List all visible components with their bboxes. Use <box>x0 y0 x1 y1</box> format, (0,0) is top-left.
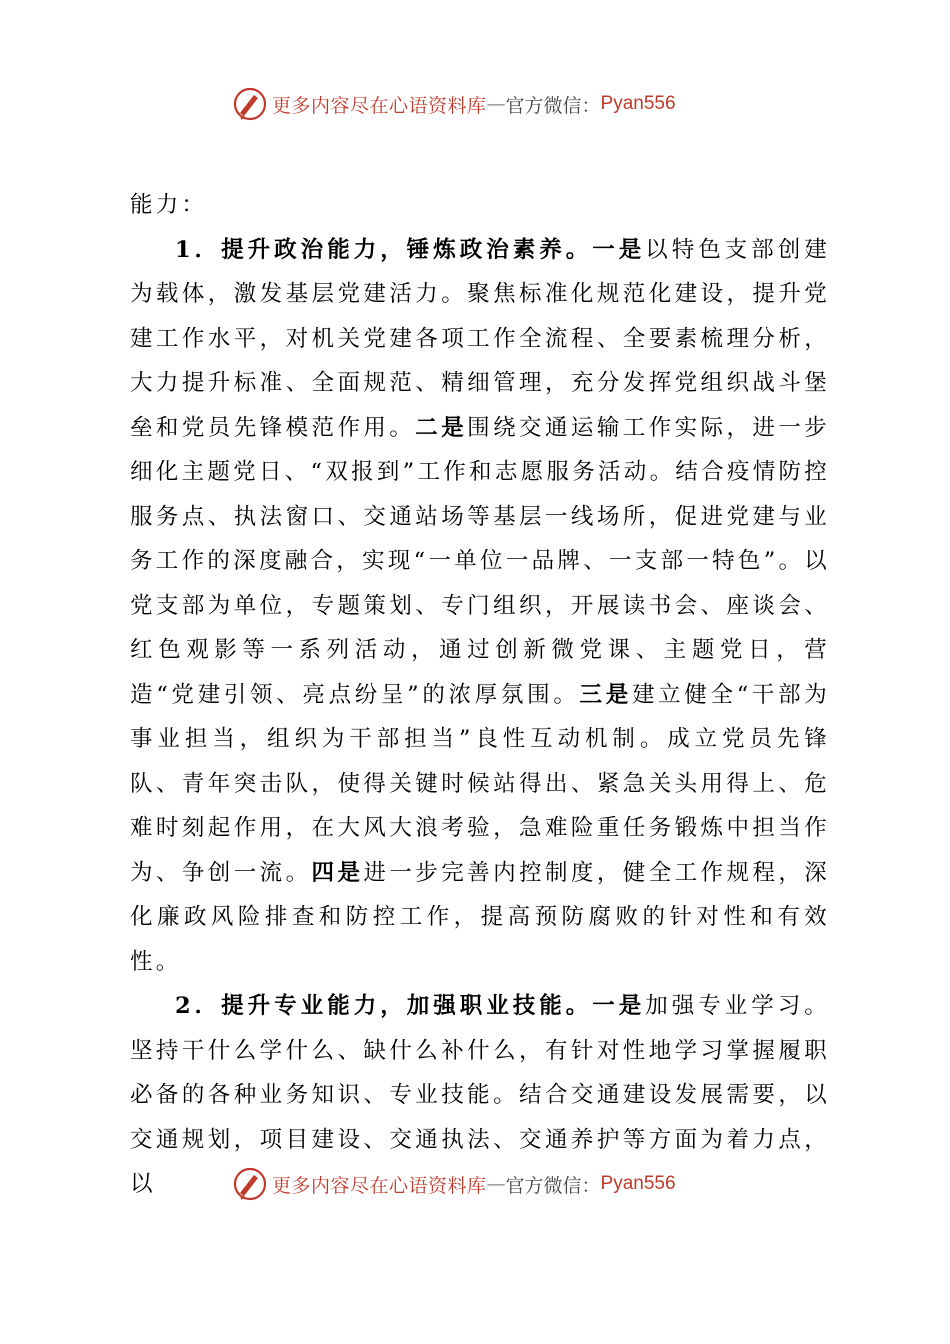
banner-dash: — <box>486 93 506 115</box>
text-segment: 加强专业学习。坚持干什么学什么、缺什么补什么，有针对性地学习掌握履职必备的各种业务知识、专业技能。结合交通建设发展需要，以交通规划，项目建设、交通执法、交通养护等方面为着力点，以 <box>130 993 830 1197</box>
document-body <box>130 183 830 1207</box>
text-segment: 进一步完善内控制度，健全工作规程，深化廉政风险排查和防控工作，提高预防腐败的针对性和有效性。 <box>130 859 830 975</box>
bold-segment: 一是 <box>592 236 646 263</box>
text-segment: 建立健全“干部为事业担当，组织为干部担当”良性互动机制。成立党员先锋队、青年突击队，使得关键时候站得出、紧急关头用得上、危难时刻起作用，在大风大浪考验，急难险重任务锻炼中担当作为、争创一流。 <box>130 681 831 886</box>
footer-watermark-banner <box>232 1164 676 1204</box>
text-segment: 以特色支部创建为载体，激发基层党建活力。聚焦标准化规范化建设，提升党建工作水平，对机关党建各项工作全流程、全要素梳理分析，大力提升标准、全面规范、精细管理，充分发挥党组织战斗堡垒和党员先锋模范作用。 <box>130 236 830 441</box>
banner-title: 更多内容尽在心语资料库 <box>272 94 487 117</box>
bold-segment: 三是 <box>579 681 632 708</box>
banner-title: 更多内容尽在心语资料库 <box>272 1174 487 1197</box>
pen-nib-logo-icon <box>232 1166 268 1202</box>
banner-wechat-id: Pyan556 <box>600 1173 676 1194</box>
bold-segment: 四是 <box>311 859 364 886</box>
banner-wechat-label: 官方微信： <box>505 94 601 117</box>
bold-segment: 1．提升政治能力，锤炼政治素养。 <box>175 236 593 263</box>
banner-wechat-label: 官方微信： <box>505 1174 601 1197</box>
banner-wechat-id: Pyan556 <box>600 93 676 114</box>
bold-segment: 2．提升专业能力，加强职业技能。 <box>175 993 593 1019</box>
bold-segment: 一是 <box>592 993 646 1019</box>
header-watermark-banner <box>232 84 676 124</box>
banner-dash: — <box>486 1173 506 1195</box>
pen-nib-logo-icon <box>232 86 268 122</box>
paragraph-lead: 能力： <box>130 192 208 218</box>
paragraph-political-ability <box>130 228 830 985</box>
text-segment: 围绕交通运输工作实际，进一步细化主题党日、“双报到”工作和志愿服务活动。结合疫情防控服务点、执法窗口、交通站场等基层一线场所，促进党建与业务工作的深度融合，实现“一单位一品牌、一支部一特色”。以党支部为单位，专题策划、专门组织，开展读书会、座谈会、红色观影等一系列活动，通过创新微党课、主题党日，营造“党建引领、亮点纷呈”的浓厚氛围。 <box>130 414 830 708</box>
bold-segment: 二是 <box>415 414 468 441</box>
